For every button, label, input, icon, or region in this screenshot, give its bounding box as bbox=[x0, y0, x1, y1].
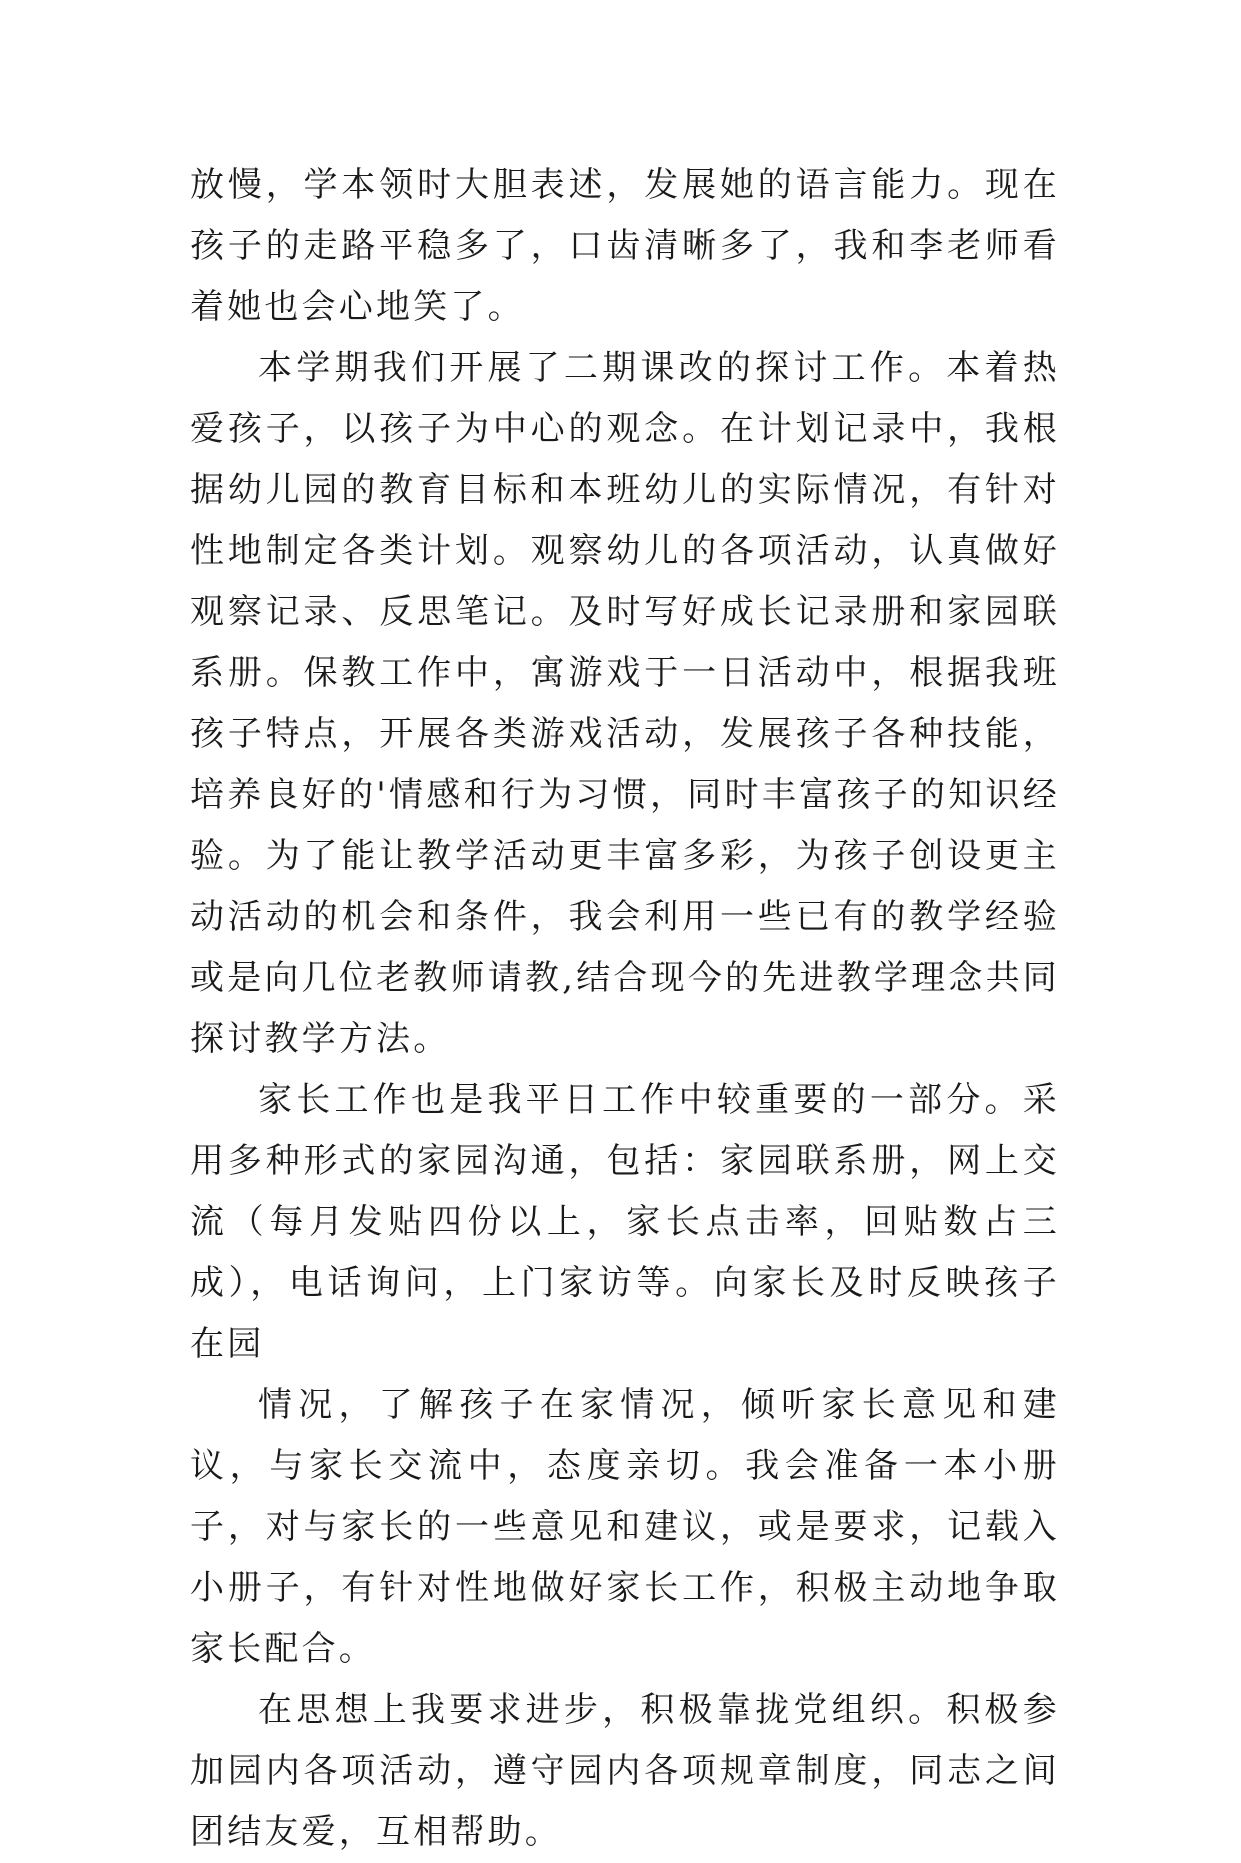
document-body bbox=[190, 155, 1060, 1863]
paragraph-ideology: 在思想上我要求进步，积极靠拢党组织。积极参加园内各项活动，遵守园内各项规章制度，同志之间团结友爱，互相帮助。 bbox=[190, 1690, 1060, 1852]
paragraph-continuation: 放慢，学本领时大胆表述，发展她的语言能力。现在孩子的走路平稳多了，口齿清晰多了，我和李老师看着她也会心地笑了。 bbox=[190, 165, 1060, 327]
paragraph-parent-communication: 情况，了解孩子在家情况，倾听家长意见和建议，与家长交流中，态度亲切。我会准备一本小册子，对与家长的一些意见和建议，或是要求，记载入小册子，有针对性地做好家长工作，积极主动地争取家长配合。 bbox=[190, 1385, 1060, 1669]
paragraph-parent-work: 家长工作也是我平日工作中较重要的一部分。采用多种形式的家园沟通，包括：家园联系册，网上交流（每月发贴四份以上，家长点击率，回贴数占三成），电话询问，上门家访等。向家长及时反映孩子在园 bbox=[190, 1080, 1060, 1364]
paragraph-curriculum-reform: 本学期我们开展了二期课改的探讨工作。本着热爱孩子，以孩子为中心的观念。在计划记录中，我根据幼儿园的教育目标和本班幼儿的实际情况，有针对性地制定各类计划。观察幼儿的各项活动，认真做好观察记录、反思笔记。及时写好成长记录册和家园联系册。保教工作中，寓游戏于一日活动中，根据我班孩子特点，开展各类游戏活动，发展孩子各种技能，培养良好的'情感和行为习惯，同时丰富孩子的知识经验。为了能让教学活动更丰富多彩，为孩子创设更主动活动的机会和条件，我会利用一些已有的教学经验或是向几位老教师请教,结合现今的先进教学理念共同探讨教学方法。 bbox=[190, 348, 1060, 1059]
